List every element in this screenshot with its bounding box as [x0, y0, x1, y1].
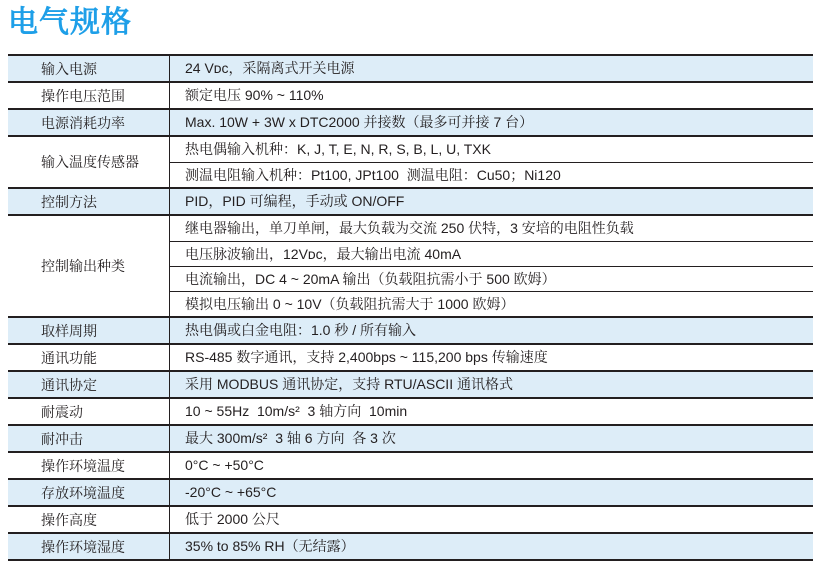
row-value: 采用 MODBUS 通讯协定，支持 RTU/ASCII 通讯格式	[185, 376, 513, 392]
row-value: 24 Vᴅᴄ，采隔离式开关电源	[185, 60, 355, 76]
row-label: 输入温度传感器	[8, 137, 170, 187]
spec-table	[8, 54, 813, 561]
table-row-communication-protocol	[8, 372, 813, 399]
row-label: 操作高度	[8, 507, 170, 532]
row-value: 热电偶或白金电阻：1.0 秒 / 所有输入	[185, 322, 417, 338]
table-row-communication-function	[8, 345, 813, 372]
row-value: 电流输出，DC 4 ~ 20mA 输出（负载阻抗需小于 500 欧姆）	[170, 266, 813, 291]
row-value: RS-485 数字通讯，支持 2,400bps ~ 115,200 bps 传输速度	[185, 349, 548, 365]
row-values	[170, 137, 813, 187]
row-label: 存放环境温度	[8, 480, 170, 505]
table-row-input-power	[8, 56, 813, 83]
row-values	[170, 480, 813, 505]
row-values	[170, 56, 813, 81]
table-row-vibration-resistance	[8, 399, 813, 426]
row-value: 0°C ~ +50°C	[185, 457, 264, 473]
row-label: 操作电压范围	[8, 83, 170, 108]
row-values	[170, 216, 813, 316]
table-row-operating-temperature	[8, 453, 813, 480]
row-values	[170, 372, 813, 397]
row-value: 热电偶输入机种：K, J, T, E, N, R, S, B, L, U, TXK	[185, 141, 491, 157]
row-value: 模拟电压输出 0 ~ 10V（负载阻抗需大于 1000 欧姆）	[170, 291, 813, 316]
table-row-control-method	[8, 189, 813, 216]
row-value: 电压脉波输出，12Vᴅᴄ，最大输出电流 40mA	[170, 241, 813, 266]
table-row-operating-voltage	[8, 83, 813, 110]
row-value: -20°C ~ +65°C	[185, 484, 277, 500]
row-value: 35% to 85% RH（无结露）	[185, 538, 355, 554]
table-row-operating-humidity	[8, 534, 813, 561]
row-label: 控制方法	[8, 189, 170, 214]
table-row-power-consumption	[8, 110, 813, 137]
row-values	[170, 345, 813, 370]
row-label: 耐震动	[8, 399, 170, 424]
row-value: 最大 300m/s² 3 轴 6 方向 各 3 次	[185, 430, 396, 446]
row-label: 控制输出种类	[8, 216, 170, 316]
table-row-control-output-types	[8, 216, 813, 318]
row-values	[170, 426, 813, 451]
table-row-sampling-period	[8, 318, 813, 345]
row-values	[170, 110, 813, 135]
table-row-storage-temperature	[8, 480, 813, 507]
row-label: 耐冲击	[8, 426, 170, 451]
table-row-operating-altitude	[8, 507, 813, 534]
row-values	[170, 534, 813, 559]
row-value: PID，PID 可编程，手动或 ON/OFF	[185, 193, 405, 209]
row-value: 测温电阻输入机种：Pt100, JPt100 测温电阻：Cu50；Ni120	[170, 162, 813, 187]
page-title: 电气规格	[8, 6, 132, 39]
table-row-shock-resistance	[8, 426, 813, 453]
row-value: Max. 10W + 3W x DTC2000 并接数（最多可并接 7 台）	[185, 114, 534, 130]
row-label: 通讯协定	[8, 372, 170, 397]
row-label: 输入电源	[8, 56, 170, 81]
table-row-input-temp-sensor	[8, 137, 813, 189]
row-value: 10 ~ 55Hz 10m/s² 3 轴方向 10min	[185, 403, 408, 419]
row-value: 低于 2000 公尺	[185, 511, 280, 527]
row-values	[170, 453, 813, 478]
row-values	[170, 189, 813, 214]
row-label: 取样周期	[8, 318, 170, 343]
row-label: 通讯功能	[8, 345, 170, 370]
row-values	[170, 399, 813, 424]
row-label: 操作环境温度	[8, 453, 170, 478]
row-value: 额定电压 90% ~ 110%	[185, 87, 324, 103]
row-label: 电源消耗功率	[8, 110, 170, 135]
row-values	[170, 318, 813, 343]
row-values	[170, 507, 813, 532]
row-values	[170, 83, 813, 108]
row-label: 操作环境湿度	[8, 534, 170, 559]
row-value: 继电器输出，单刀单闸，最大负载为交流 250 伏特，3 安培的电阻性负载	[185, 220, 634, 236]
